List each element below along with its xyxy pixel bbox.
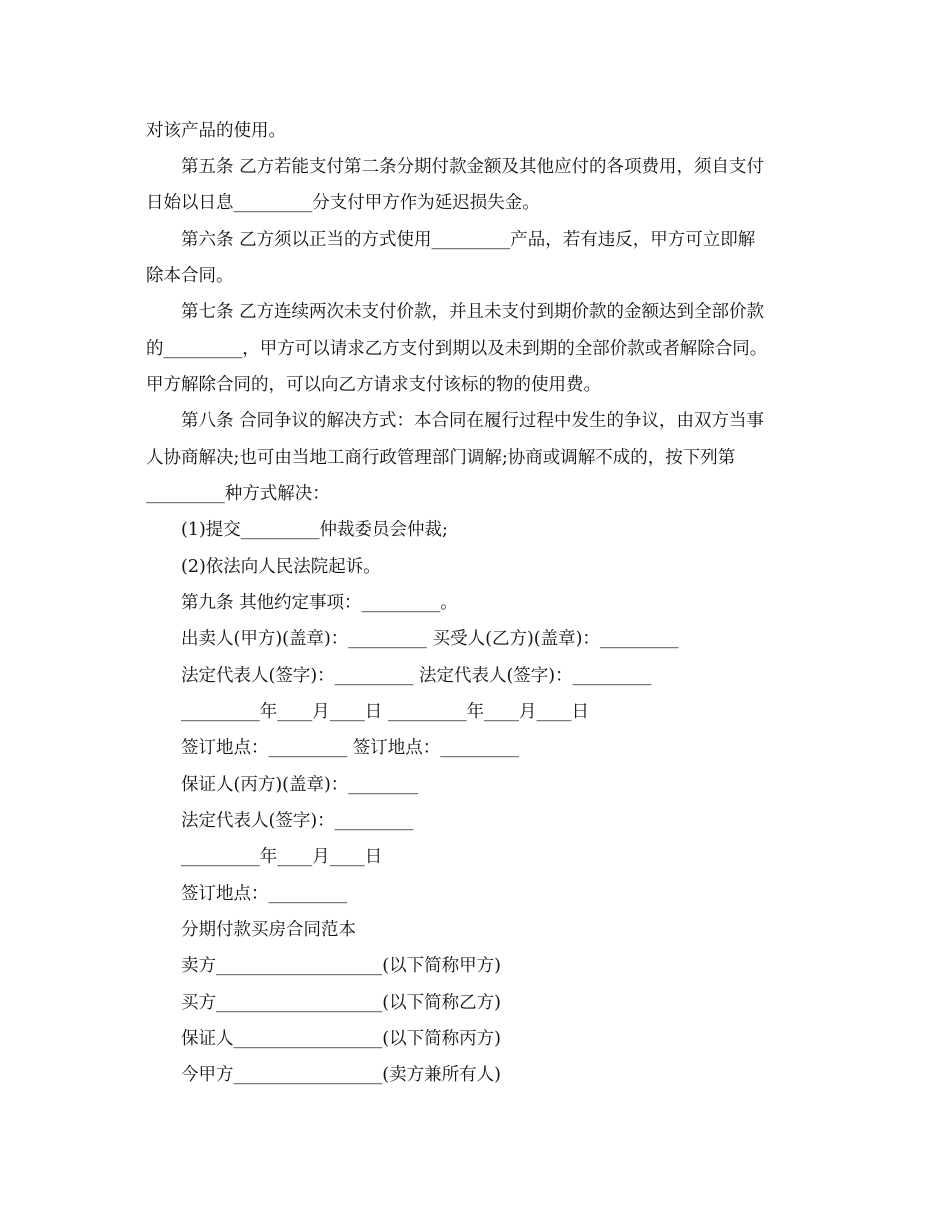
text-line: 今甲方_________________(卖方兼所有人) [181,1065,501,1085]
text-line: 第八条 合同争议的解决方式：本合同在履行过程中发生的争议，由双方当事 [181,411,765,431]
text-line: 第七条 乙方连续两次未支付价款，并且未支付到期价款的金额达到全部价款 [181,302,765,322]
text-line: 卖方___________________(以下简称甲方) [181,956,501,976]
text-line: 甲方解除合同的，可以向乙方请求支付该标的物的使用费。 [146,375,601,395]
text-line: 保证人(丙方)(盖章)：________ [181,775,419,795]
text-line: 签订地点：_________ [181,884,348,904]
text-line: 保证人_________________(以下简称丙方) [181,1029,501,1049]
text-line: (1)提交_________仲裁委员会仲裁; [181,520,448,540]
text-line: 第九条 其他约定事项：_________。 [181,593,458,613]
text-line: _________年____月____日 [181,847,383,867]
text-line: 第六条 乙方须以正当的方式使用_________产品，若有违反，甲方可立即解 [181,230,756,250]
text-line: 人协商解决;也可由当地工商行政管理部门调解;协商或调解不成的，按下列第 [146,448,736,468]
text-line: (2)依法向人民法院起诉。 [181,557,381,577]
text-line: 法定代表人(签字)：_________ [181,811,414,831]
text-line: 出卖人(甲方)(盖章)：_________ 买受人(乙方)(盖章)：_________ [181,629,679,649]
text-line: _________年____月____日 _________年____月____日 [181,702,590,722]
text-line: 日始以日息_________分支付甲方作为延迟损失金。 [146,193,540,213]
text-line: 第五条 乙方若能支付第二条分期付款金额及其他应付的各项费用，须自支付 [181,157,765,177]
text-line: 的_________，甲方可以请求乙方支付到期以及未到期的全部价款或者解除合同。 [146,339,768,359]
text-line: 签订地点：_________ 签订地点：_________ [181,738,520,758]
text-line: 分期付款买房合同范本 [181,920,356,940]
text-line: 法定代表人(签字)：_________ 法定代表人(签字)：_________ [181,666,652,686]
text-line: _________种方式解决： [146,484,330,504]
text-line: 对该产品的使用。 [146,121,286,141]
text-line: 除本合同。 [146,266,234,286]
text-line: 买方___________________(以下简称乙方) [181,993,501,1013]
